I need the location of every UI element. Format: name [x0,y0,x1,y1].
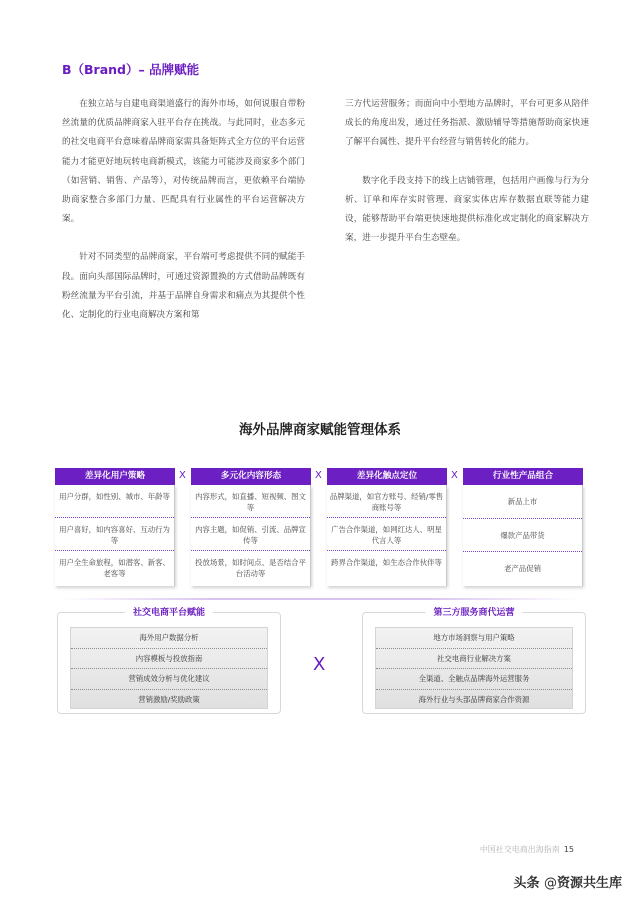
card-header: 多元化内容形态 [191,468,311,485]
divider [60,598,580,600]
paragraph: 针对不同类型的品牌商家，平台端可考虑提供不同的赋能手段。面向头部国际品牌时，可通过资源置换的方式借助品牌既有粉丝流量为平台引流，并基于品牌自身需求和痛点为其提供个性化、定制化的行业电商解决方案和第 [62,252,305,321]
panel-title: 第三方服务商代运营 [425,605,522,618]
diagram-title: 海外品牌商家赋能管理体系 [239,422,401,438]
footer-title: 中国社交电商出海指南 [479,845,560,854]
card-body [55,485,175,586]
card-body [463,485,583,586]
strategy-card-touchpoint [327,468,447,586]
watermark [513,872,622,891]
panel-row: 营销成效分析与优化建议 [71,669,267,690]
panel-title: 社交电商平台赋能 [125,605,213,618]
card-row: 品牌渠道，如官方账号、经销/零售商账号等 [327,485,446,518]
card-body [327,485,447,586]
panel-third-party-operation [362,608,586,714]
strategy-card-content [191,468,311,586]
paragraph: 在独立站与自建电商渠道盛行的海外市场，如何说服自带粉丝流量的优质品牌商家入驻平台存在挑战。与此同时，业态多元的社交电商平台意味着品牌商家需具备矩阵式全方位的平台运营能力才能更好地玩转电商新模式，该能力可能涉及商家多个部门（如营销、销售、产品等），对传统品牌而言，更依赖平台端协助商家整合多部门力量、匹配具有行业属性的平台运营解决方案。 [62,99,305,225]
card-row: 用户喜好，如内容喜好、互动行为等 [55,518,174,551]
panel-platform-enablement [57,608,281,714]
watermark-at: @ [543,876,557,891]
card-row: 内容形式，如直播、短视频、图文等 [191,485,310,518]
card-row: 跨界合作渠道，如生态合作伙伴等 [331,558,442,567]
paragraph: 三方代运营服务；而面向中小型地方品牌时，平台可更多从陪伴成长的角度出发，通过任务指派、激励辅导等措施帮助商家快速了解平台属性、提升平台经营与销售转化的能力。 [345,99,589,148]
page-number: 15 [563,845,574,854]
multiply-separator: X [315,470,322,481]
card-header: 差异化触点定位 [327,468,447,485]
panel-list [375,627,573,709]
card-row: 用户分群，如性别、城市、年龄等 [55,485,174,518]
card-row: 用户全生命旅程，如潜客、新客、老客等 [59,558,170,578]
panel-list [70,627,268,709]
panel-row: 地方市场洞察与用户策略 [376,628,572,649]
card-header: 差异化用户策略 [55,468,175,485]
panel-row: 海外行业与头部品牌商家合作资源 [418,694,530,704]
panel-row: 营销激励/奖励政策 [138,694,200,704]
card-row: 新品上市 [463,485,582,519]
left-column [62,95,305,344]
card-header: 行业性产品组合 [463,468,583,485]
card-row: 老产品促销 [504,564,541,573]
panel-row: 社交电商行业解决方案 [376,649,572,670]
strategy-card-product [463,468,583,586]
panel-row: 全渠道、全触点品牌海外运营服务 [376,669,572,690]
panel-row: 内容模板与投放指南 [71,649,267,670]
multiply-separator: X [451,470,458,481]
right-column [345,95,589,267]
card-body [191,485,311,586]
paragraph: 数字化手段支持下的线上店铺管理，包括用户画像与行为分析、订单和库存实时管理、商家实体店库存数据直联等能力建设，能够帮助平台端更快速地提供标准化或定制化的商家解决方案，进一步提升平台生态壁垒。 [345,175,589,244]
card-row: 爆款产品带货 [463,519,582,553]
card-row: 广告合作渠道，如网红达人、明星代言人等 [327,518,446,551]
section-title: B（Brand）– 品牌赋能 [62,62,200,77]
watermark-name: 资源共生库 [556,876,622,891]
card-row: 投放场景，如时间点、是否结合平台活动等 [195,558,306,578]
card-row: 内容主题，如促销、引流、品牌宣传等 [191,518,310,551]
page-footer [480,844,574,855]
watermark-prefix: 头条 [513,876,540,891]
multiply-separator: X [179,470,186,481]
panel-row: 海外用户数据分析 [71,628,267,649]
strategy-card-user [55,468,175,586]
multiply-separator: X [313,654,326,675]
